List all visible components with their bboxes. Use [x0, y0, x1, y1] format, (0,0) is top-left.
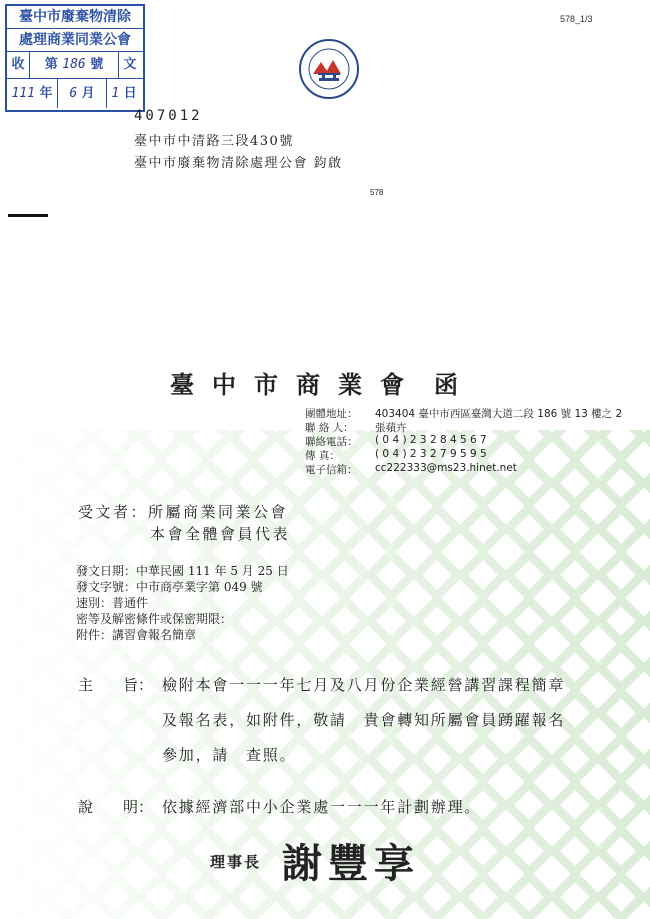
attachment: 附件：講習會報名簡章	[76, 628, 197, 642]
stamp-number-suffix: 號	[90, 57, 104, 72]
stamp-day-value: 1	[111, 86, 120, 101]
mailing-recipient: 臺中市廢棄物清除處理公會 鈞啟	[134, 156, 343, 171]
mailing-street: 臺中市中清路三段430號	[134, 134, 294, 149]
association-logo-icon	[298, 38, 360, 100]
subject-label: 主 旨：	[78, 676, 154, 694]
stamp-year-label: 年	[39, 86, 53, 101]
receipt-stamp	[5, 4, 145, 112]
issue-date: 發文日期：中華民國 111 年 5 月 25 日	[76, 564, 289, 578]
stamp-number-prefix: 第	[44, 57, 58, 72]
contact-label: 電子信箱：	[305, 464, 358, 476]
classification: 密等及解密條件或保密期限：	[76, 612, 233, 626]
contact-label: 聯 絡 人：	[305, 422, 354, 434]
contact-value: 張蘋卉	[375, 422, 407, 434]
stamp-org-line1: 臺中市廢棄物清除	[7, 6, 143, 29]
document-type: 函	[434, 370, 458, 399]
stamp-month-label: 月	[81, 86, 95, 101]
priority: 速別：普通件	[76, 596, 149, 610]
contact-label: 傳 真：	[305, 450, 340, 462]
stamp-year-value: 111	[11, 86, 35, 101]
recipients-primary	[78, 501, 288, 522]
stamp-day-label: 日	[123, 86, 137, 101]
recipients-label: 受文者：	[78, 503, 149, 521]
document-number: 發文字號：中市商亭業字第 049 號	[76, 580, 263, 594]
subject-line: 參加，請 查照。	[162, 746, 297, 764]
stamp-month-cell	[58, 79, 107, 108]
stamp-day-cell	[107, 79, 141, 108]
stamp-number-cell	[30, 52, 119, 78]
reference-number: 578	[370, 188, 384, 197]
contact-value: cc222333@ms23.hinet.net	[375, 462, 517, 474]
contact-value: 403404 臺中市西區臺灣大道二段 186 號 13 樓之 2	[375, 408, 623, 420]
contact-label: 團體地址：	[305, 408, 358, 420]
explanation-line: 依據經濟部中小企業處一一一年計劃辦理。	[162, 798, 482, 816]
explanation-label: 說 明：	[78, 798, 154, 816]
document-title	[170, 365, 458, 400]
chairman-signature: 謝豐享	[282, 840, 420, 887]
stamp-month-value: 6	[69, 86, 78, 101]
subject-line: 檢附本會一一一年七月及八月份企業經營講習課程簡章	[162, 676, 566, 694]
stamp-receipt-label: 收	[7, 52, 30, 78]
stamp-org-line2: 處理商業同業公會	[7, 29, 143, 52]
recipients-secondary: 本會全體會員代表	[150, 525, 291, 543]
subject-line: 及報名表，如附件，敬請 貴會轉知所屬會員踴躍報名	[162, 711, 566, 729]
stamp-year-cell	[7, 79, 58, 108]
contact-value: ( 0 4 ) 2 3 2 8 4 5 6 7	[375, 434, 487, 446]
fold-mark	[8, 214, 48, 217]
recipients-primary-value: 所屬商業同業公會	[148, 503, 289, 521]
stamp-doc-label: 文	[123, 57, 137, 72]
contact-value: ( 0 4 ) 2 3 2 7 9 5 9 5	[375, 448, 487, 460]
page-number: 578_1/3	[560, 14, 593, 24]
contact-label: 聯絡電話：	[305, 436, 358, 448]
stamp-number-value: 186	[62, 57, 86, 72]
stamp-date-row	[7, 79, 143, 108]
chairman-title: 理事長	[210, 853, 262, 871]
stamp-number-row	[7, 52, 143, 79]
issuer-name: 臺中市商業會	[170, 370, 422, 399]
postal-code: 407012	[134, 108, 203, 124]
